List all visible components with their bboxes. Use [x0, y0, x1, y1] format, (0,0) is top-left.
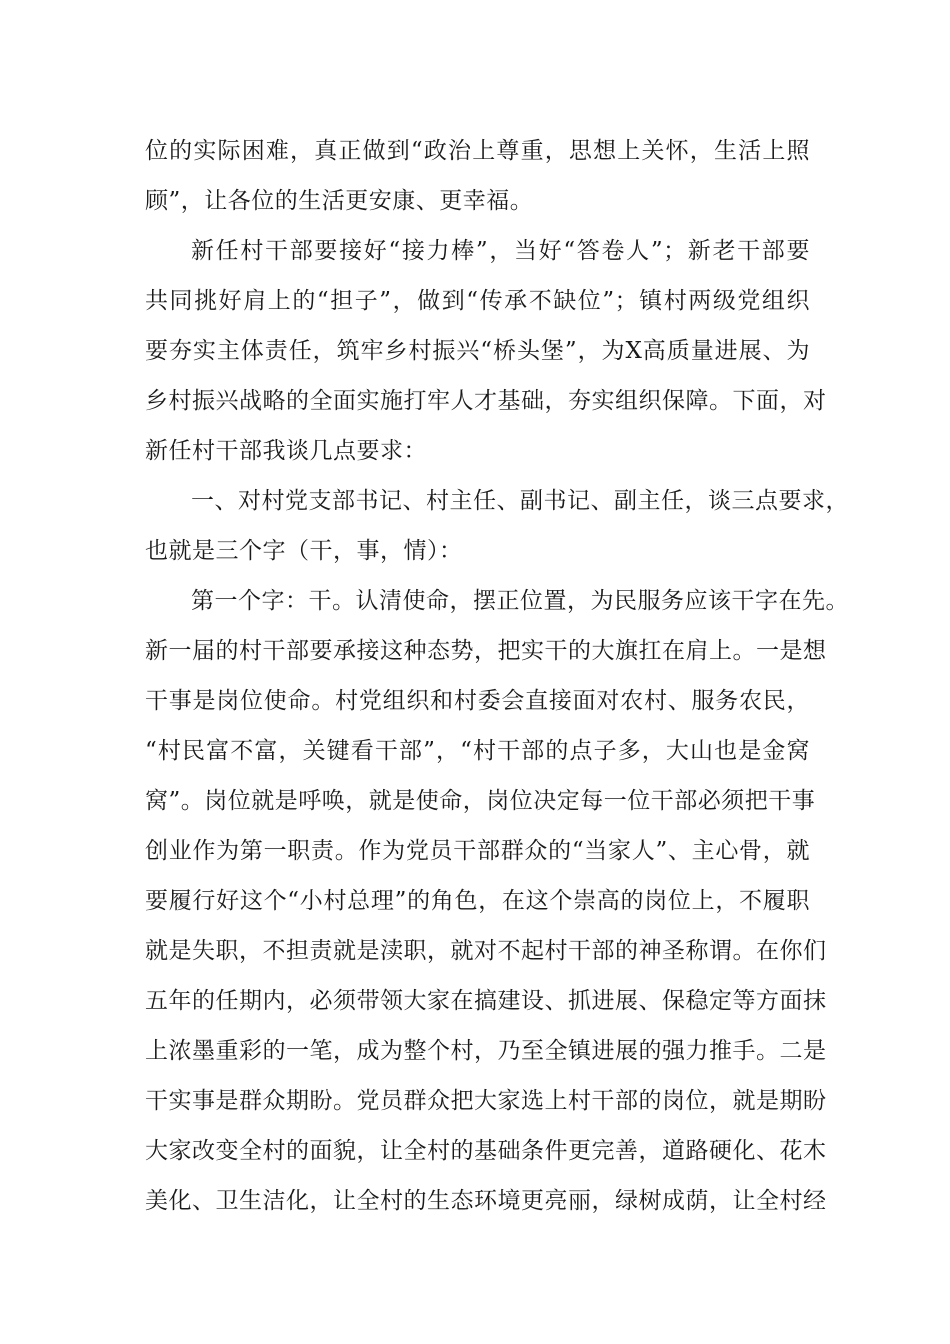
text-line: 新一届的村干部要承接这种态势，把实干的大旗扛在肩上。一是想 — [145, 638, 827, 664]
text-line: 干实事是群众期盼。党员群众把大家选上村干部的岗位，就是期盼 — [145, 1088, 827, 1114]
text-line: 也就是三个字（干，事，情）： — [145, 538, 463, 564]
text-line: 第一个字：干。认清使命，摆正位置，为民服务应该干字在先。 — [191, 588, 849, 614]
text-line: 位的实际困难，真正做到“政治上尊重，思想上关怀，生活上照 — [145, 138, 810, 164]
text-line: 创业作为第一职责。作为党员干部群众的“当家人”、主心骨，就 — [145, 838, 810, 864]
text-line: 要夯实主体责任，筑牢乡村振兴“桥头堡”，为X高质量进展、为 — [145, 338, 810, 364]
text-line: “村民富不富，关键看干部”，“村干部的点子多，大山也是金窝 — [145, 738, 810, 764]
text-line: 共同挑好肩上的“担子”，做到“传承不缺位”；镇村两级党组织 — [145, 288, 810, 314]
text-line: 乡村振兴战略的全面实施打牢人才基础，夯实组织保障。下面，对 — [145, 388, 827, 414]
text-line: 干事是岗位使命。村党组织和村委会直接面对农村、服务农民， — [145, 688, 810, 714]
text-line: 新任村干部要接好“接力棒”，当好“答卷人”；新老干部要 — [191, 238, 810, 264]
text-line: 大家改变全村的面貌，让全村的基础条件更完善，道路硬化、花木 — [145, 1138, 827, 1164]
text-line: 顾”，让各位的生活更安康、更幸福。 — [145, 188, 534, 214]
text-line: 就是失职，不担责就是渎职，就对不起村干部的神圣称谓。在你们 — [145, 938, 827, 964]
text-line: 一、对村党支部书记、村主任、副书记、副主任，谈三点要求， — [191, 488, 849, 514]
text-line: 窝”。岗位就是呼唤，就是使命，岗位决定每一位干部必须把干事 — [145, 788, 816, 814]
text-line: 要履行好这个“小村总理”的角色，在这个崇高的岗位上，不履职 — [145, 888, 810, 914]
text-line: 新任村干部我谈几点要求： — [145, 438, 427, 464]
document-body — [145, 126, 849, 1226]
text-line: 五年的任期内，必须带领大家在搞建设、抓进展、保稳定等方面抹 — [145, 988, 827, 1014]
text-line: 美化、卫生洁化，让全村的生态环境更亮丽，绿树成荫，让全村经 — [145, 1188, 827, 1214]
text-line: 上浓墨重彩的一笔，成为整个村，乃至全镇进展的强力推手。二是 — [145, 1038, 827, 1064]
